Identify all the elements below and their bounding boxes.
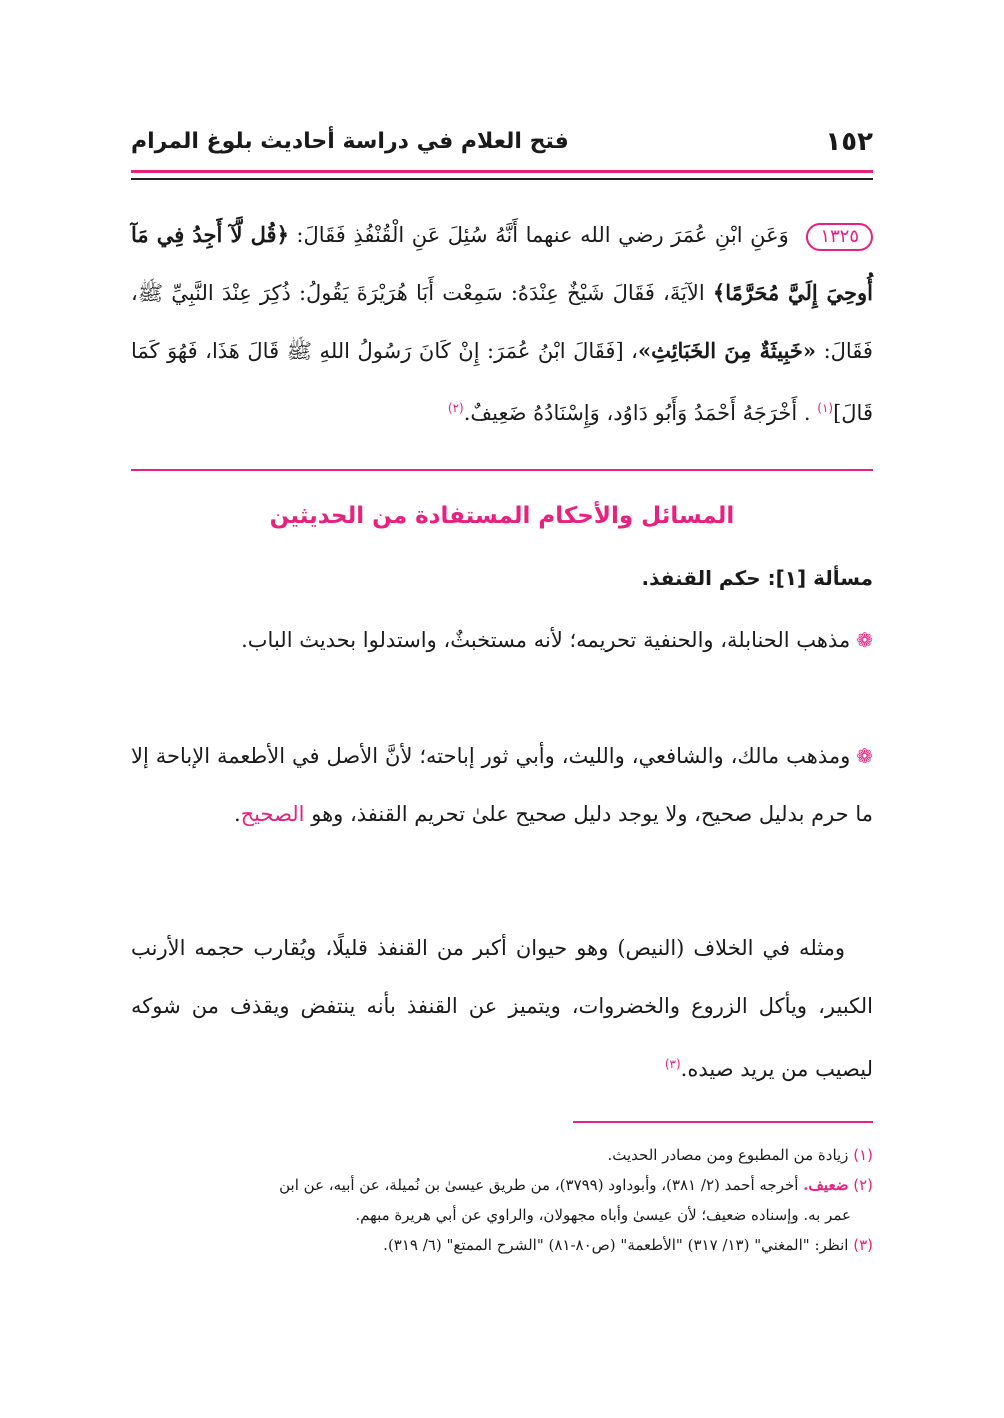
hadith-block xyxy=(131,206,873,442)
footnotes xyxy=(131,1140,873,1260)
section-title: المسائل والأحكام المستفادة من الحديثين xyxy=(269,503,735,529)
paragraph-porcupine-text: ومثله في الخلاف (النيص) وهو حيوان أكبر من القنفذ قليلًا، ويُقارب حجمه الأرنب الكبير، ويأكل الزروع والخضروات، ويتميز عن القنفذ بأنه ينتفض ويقذف من شوكه ليصيب من يريد صيده. xyxy=(131,936,873,1081)
footnote-2 xyxy=(131,1170,873,1200)
prophet-quote: «خَبِيثَةٌ مِنَ الخَبَائِثِ» xyxy=(637,338,817,363)
footnote-ref-3[interactable]: (٣) xyxy=(664,1057,681,1071)
footnote-3 xyxy=(131,1230,873,1260)
flower-bullet-icon: ❁ xyxy=(856,744,873,768)
footnote-2-cont-text: عمر به. وإسناده ضعيف؛ لأن عيسىٰ وأباه مجهولان، والراوي عن أبي هريرة مبهم. xyxy=(355,1206,851,1224)
point-hanbali xyxy=(131,611,873,669)
quran-verse: ﴿قُل لَّآ أَجِدُ فِي مَآ أُوحِيَ إِلَيَّ مُحَرَّمًا﴾ xyxy=(131,222,873,305)
footnote-1-number: (١) xyxy=(853,1146,873,1164)
footnote-2-continuation xyxy=(131,1200,873,1230)
hadith-text-intro: وَعَنِ ابْنِ عُمَرَ رضي الله عنهما أَنَّهُ سُئِلَ عَنِ الْقُنْفُذِ فَقَالَ: xyxy=(296,223,789,247)
book-title: فتح العلام في دراسة أحاديث بلوغ المرام xyxy=(131,129,569,154)
footnote-1-text: زيادة من المطبوع ومن مصادر الحديث. xyxy=(607,1146,849,1164)
point-hanbali-text: مذهب الحنابلة، والحنفية تحريمه؛ لأنه مستخبثٌ، واستدلوا بحديث الباب. xyxy=(241,628,851,652)
point-maliki-end: . xyxy=(233,802,241,826)
footnote-ref-2[interactable]: (٢) xyxy=(447,401,464,415)
footnote-2-number: (٢) xyxy=(853,1176,873,1194)
footnote-3-text: انظر: "المغني" (١٣/ ٣١٧) "الأطعمة" (ص٨٠-٨١) "الشرح الممتع" (٦/ ٣١٩). xyxy=(383,1236,849,1254)
page-header xyxy=(131,125,873,169)
footnote-2-text: أخرجه أحمد (٢/ ٣٨١)، وأبوداود (٣٧٩٩)، من طريق عيسىٰ بن نُميلة، عن أبيه، عن ابن xyxy=(279,1176,799,1194)
page-number: ١٥٢ xyxy=(825,127,873,157)
issue-title: حكم القنفذ. xyxy=(641,566,761,590)
footnote-3-number: (٣) xyxy=(853,1236,873,1254)
hadith-text-middle: الآيَةَ، فَقَالَ شَيْخٌ عِنْدَهُ: سَمِعْت أَبَا هُرَيْرَةَ يَقُولُ: ذُكِرَ عِنْدَ النَّبِيِّ ﷺ، فَقَالَ: xyxy=(131,281,873,363)
hadith-text-ibn-umar: ، [فَقَالَ ابْنُ عُمَرَ: إِنْ كَانَ رَسُولُ اللهِ ﷺ قَالَ هَذَا، فَهُوَ كَمَا قَالَ] xyxy=(131,339,873,425)
flower-bullet-icon: ❁ xyxy=(856,628,873,652)
section-divider xyxy=(131,469,873,471)
footnote-1 xyxy=(131,1140,873,1170)
preferred-opinion-highlight: الصحيح xyxy=(240,802,305,826)
hadith-number-badge: ١٣٢٥ xyxy=(806,223,873,251)
header-rule-pink xyxy=(131,170,873,173)
header-rule-dark xyxy=(131,178,873,180)
issue-heading xyxy=(131,566,873,590)
hadith-takhrij: . أَخْرَجَهُ أَحْمَدُ وَأَبُو دَاوُد، وَإِسْنَادُهُ ضَعِيفٌ. xyxy=(463,401,811,425)
point-maliki-text: ومذهب مالك، والشافعي، والليث، وأبي ثور إباحته؛ لأنَّ الأصل في الأطعمة الإباحة إلا ما حرم بدليل صحيح، ولا يوجد دليل صحيح علىٰ تحريم القنفذ، وهو xyxy=(131,744,873,826)
point-maliki xyxy=(131,727,873,843)
paragraph-porcupine xyxy=(131,919,873,1098)
issue-label: مسألة [١]: xyxy=(767,566,873,590)
footnote-2-grade: ضعيف. xyxy=(803,1176,849,1194)
footnote-separator xyxy=(573,1121,873,1123)
footnote-ref-1[interactable]: (١) xyxy=(817,401,834,415)
